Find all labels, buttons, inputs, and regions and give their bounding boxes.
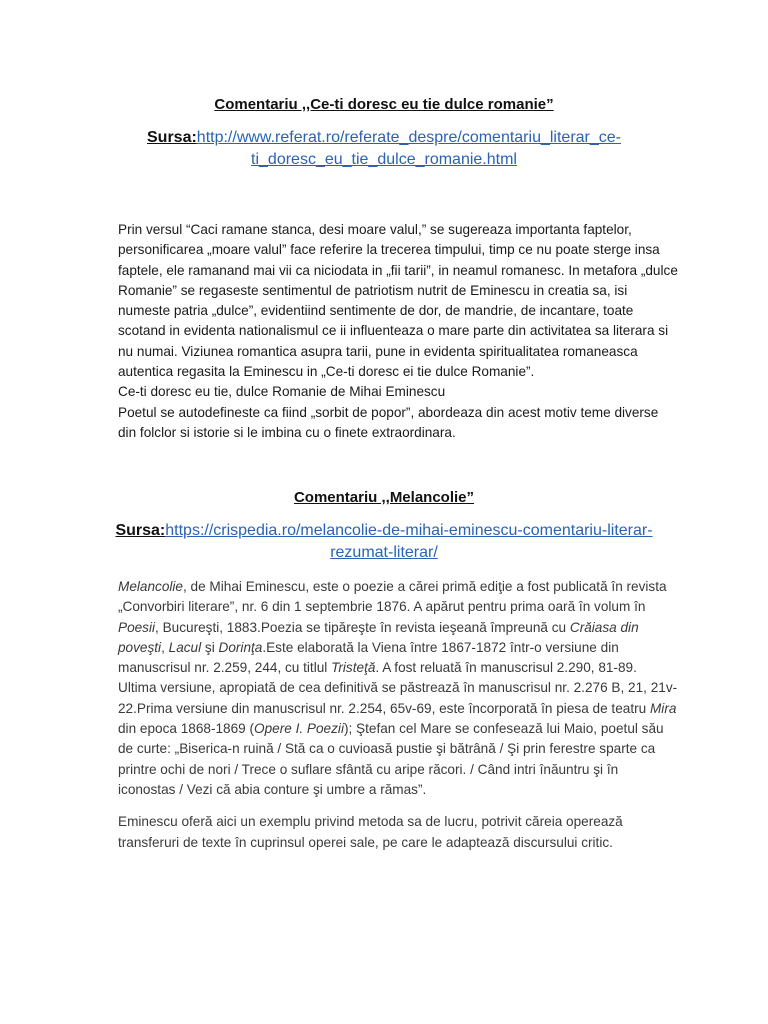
section1-paragraph-3: Poetul se autodefineste ca fiind „sorbit de popor”, abordeaza din acest motiv teme diverse din folclor si istorie si le imbina cu o finete extraordinara.	[118, 404, 659, 440]
section2-paragraph-2: Eminescu oferă aici un exemplu privind metoda sa de lucru, potrivit căreia operează transferuri de texte în cuprinsul operei sale, pe care le adaptează discursului critic.	[118, 814, 623, 850]
section1-source-url-line1: http://www.referat.ro/referate_despre/comentariu_literar_ce-	[196, 129, 621, 146]
section2-source-label: Sursa:	[115, 522, 166, 539]
section2-paragraph-1	[118, 577, 678, 800]
section2-source-url-line2: rezumat-literar/	[330, 544, 438, 561]
title-dorinta: Dorinţa	[218, 639, 263, 655]
text-fragment: ); Ştefan cel Mare se confesează lui Maio, poetul său de curte: „Biserica-n ruină / Stă ca o cuvioasă pustie şi bătrână / Şi prin ferestre sparte ca printre ochi de nori / Trece o suflare sfântă cu aripe răcori. / Când intri înăuntru şi în iconostas / Vezi că abia conture şi umbre a rămas”.	[118, 721, 664, 797]
section2-source-link[interactable]	[165, 522, 652, 561]
section1-source-label: Sursa:	[147, 129, 197, 146]
section1-source	[100, 127, 668, 171]
text-fragment: ,	[161, 639, 169, 655]
text-fragment: , de Mihai Eminescu, este o poezie a cărei primă ediţie a fost publicată în revista „Convorbiri literare”, nr. 6 din 1 septembrie 1876. A apărut pentru prima oară în volum în	[118, 579, 667, 615]
title-lacul: Lacul	[168, 639, 202, 655]
section2-source	[100, 520, 668, 564]
title-poesii: Poesii	[118, 619, 156, 635]
section1-body	[118, 220, 678, 443]
section1-source-link[interactable]	[197, 129, 621, 168]
section1-paragraph-1: Prin versul “Caci ramane stanca, desi moare valul,” se sugereaza importanta faptelor, personificarea „moare valul” face referire la trecerea timpului, timp ce nu poate sterge insa faptele, ele ramanand mai vii ca niciodata in „fii tarii”, in neamul romanesc. In metafora „dulce Romanie” se regaseste sentimentul de patriotism nutrit de Eminescu in creatia sa, isi numeste patria „dulce”, evidentiind sentimente de dor, de mandrie, de incantare, toate scotand in evidenta nationalismul ce ii influenteaza o mare parte din activitatea sa literara si nu numai. Viziunea romantica asupra tarii, pune in evidenta spiritualitatea romaneasca autentica regasita la Eminescu in „Ce-ti doresc ei tie dulce Romanie”.	[118, 222, 678, 380]
text-fragment: din epoca 1868-1869 (	[118, 721, 255, 737]
title-craiasa: Crăiasa din poveşti	[118, 619, 639, 655]
text-fragment: , Bucureşti, 1883.Poezia se tipăreşte în revista ieşeană împreună cu	[155, 619, 570, 635]
section1-paragraph-2: Ce-ti doresc eu tie, dulce Romanie de Mihai Eminescu	[118, 384, 446, 400]
title-opere: Opere I. Poezii	[254, 721, 344, 737]
section2-source-url-line1: https://crispedia.ro/melancolie-de-mihai-eminescu-comentariu-literar-	[165, 522, 653, 539]
section2-heading: Comentariu ,,Melancolie”	[293, 489, 475, 506]
text-fragment: .Este elaborată la Viena între 1867-1872 într-o versiune din manuscrisul nr. 2.259, 244, cu titlul	[118, 639, 619, 676]
text-fragment: . A fost reluată în manuscrisul 2.290, 81-89. Ultima versiune, apropiată de cea definitivă se păstrează în manuscrisul nr. 2.276 B, 21, 21v-22.Prima versiune din manuscrisul nr. 2.254, 65v-69, este încorporată în piesa de teatru	[118, 660, 678, 716]
title-tristeta: Tristeţă	[331, 660, 376, 676]
text-fragment: şi	[201, 639, 219, 655]
section2-body	[118, 577, 678, 853]
section1-source-url-line2: ti_doresc_eu_tie_dulce_romanie.html	[251, 151, 517, 168]
title-melancolie: Melancolie	[118, 579, 183, 594]
section1-heading: Comentariu ,,Ce-ti doresc eu tie dulce romanie”	[214, 96, 554, 113]
title-mira: Mira	[649, 700, 677, 716]
